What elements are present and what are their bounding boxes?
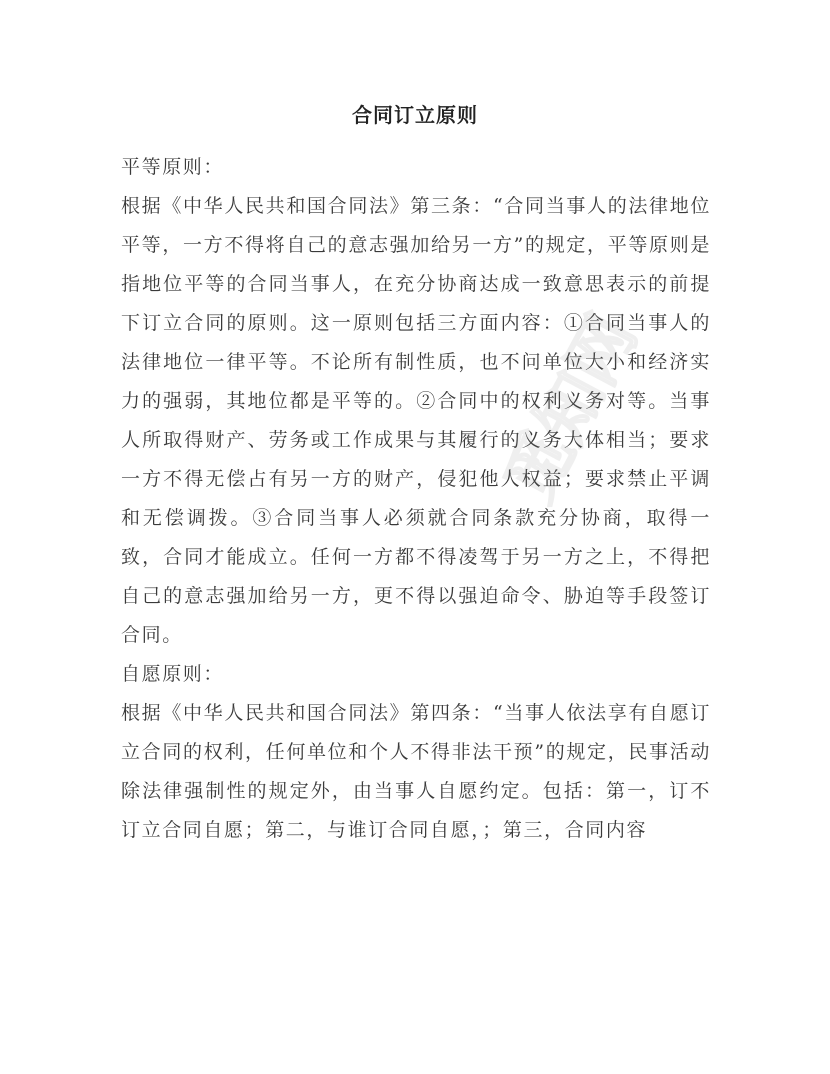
watermark-text: 觅知网 [490,302,652,514]
document-body [121,148,711,850]
section-body-equality: 根据《中华人民共和国合同法》第三条：“合同当事人的法律地位平等，一方不得将自己的意志强加给另一方”的规定，平等原则是指地位平等的合同当事人，在充分协商达成一致意思表示的前提下订立合同的原则。这一原则包括三方面内容：①合同当事人的法律地位一律平等。不论所有制性质，也不问单位大小和经济实力的强弱，其地位都是平等的。②合同中的权利义务对等。当事人所取得财产、劳务或工作成果与其履行的义务大体相当；要求一方不得无偿占有另一方的财产，侵犯他人权益；要求禁止平调和无偿调拨。③合同当事人必须就合同条款充分协商，取得一致，合同才能成立。任何一方都不得凌驾于另一方之上，不得把自己的意志强加给另一方，更不得以强迫命令、胁迫等手段签订合同。 [121,195,711,646]
section-body-voluntary: 根据《中华人民共和国合同法》第四条：“当事人依法享有自愿订立合同的权利，任何单位和个人不得非法干预”的规定，民事活动除法律强制性的规定外，由当事人自愿约定。包括：第一，订不订立合同自愿；第二，与谁订合同自愿，；第三，合同内容 [121,702,711,841]
section-heading-equality: 平等原则： [121,156,225,178]
document-title: 合同订立原则 [352,103,478,127]
section-heading-voluntary: 自愿原则： [121,663,225,685]
